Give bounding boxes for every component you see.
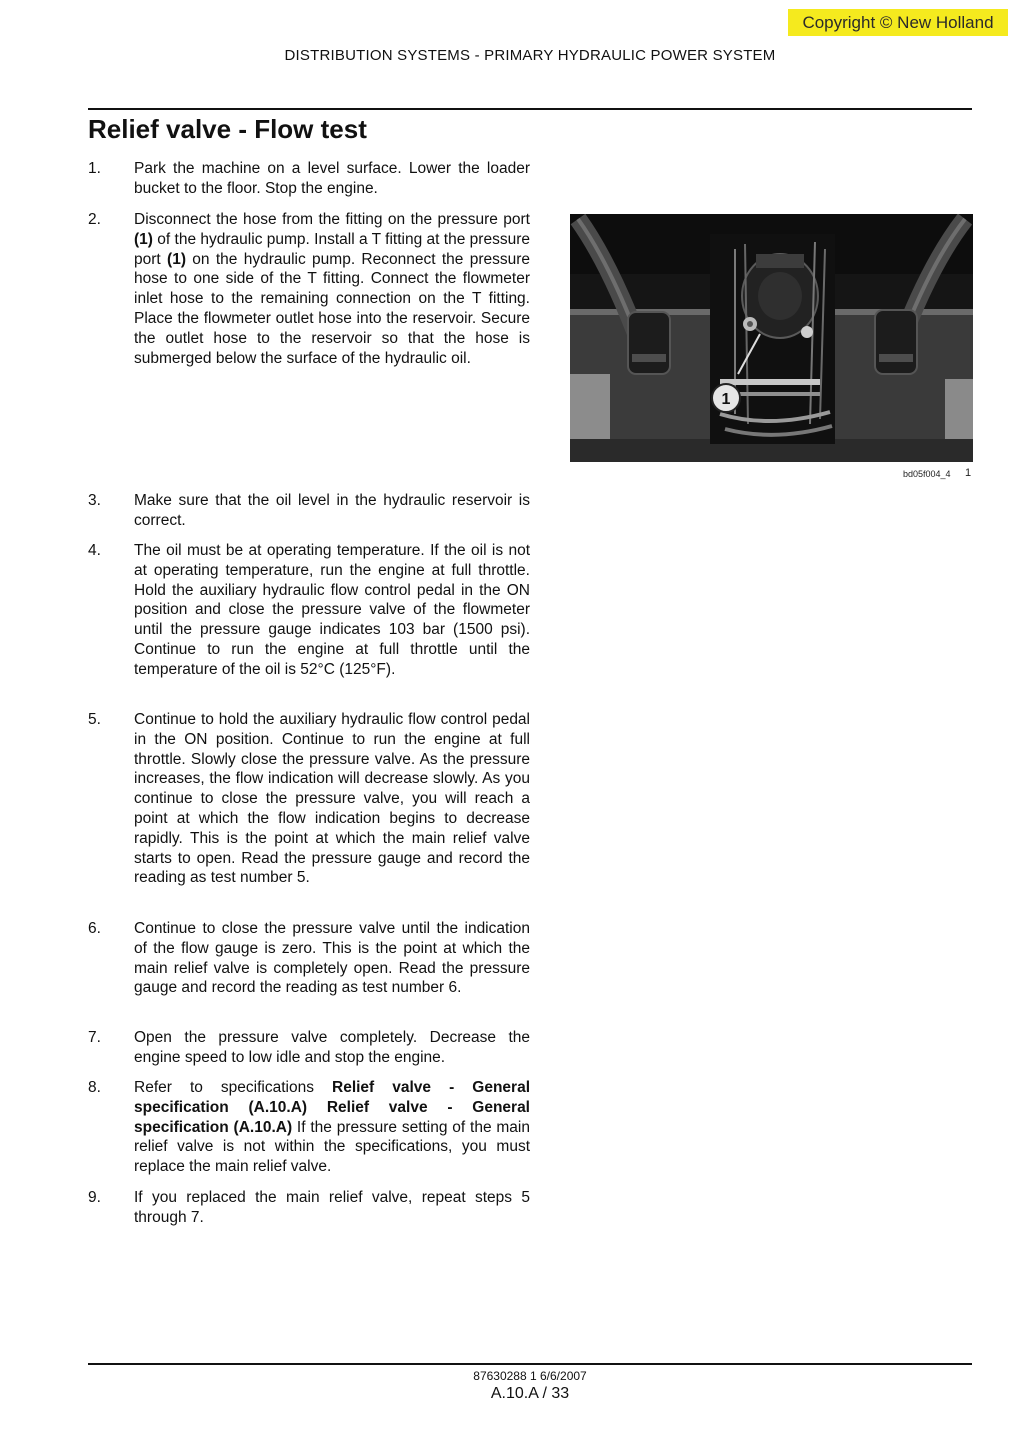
step-text: If you replaced the main relief valve, repeat steps 5 through 7.: [134, 1189, 530, 1226]
spec-reference: Relief valve - General specification (A.10.A) Relief valve - General specification (A.10.A): [134, 1079, 530, 1136]
step-8: [88, 1078, 530, 1177]
callout-number: 1: [721, 391, 731, 408]
step-text: The oil must be at operating temperature. If the oil is not at operating temperature, run the engine at full throttle. Hold the auxiliary hydraulic flow control pedal in the ON position and close the pressure valve of the flowmeter until the pressure gauge indicates 103 bar (1500 psi). Continue to run the engine at full throttle until the temperature of the oil is 52°C (125°F).: [134, 542, 530, 678]
footer-page-number: A.10.A / 33: [490, 1385, 570, 1402]
step-5: [88, 710, 530, 888]
hydraulic-pump-photo: [570, 214, 973, 462]
hydraulic-pump-illustration: [570, 214, 973, 462]
step-number: 2.: [88, 211, 101, 228]
step-6: [88, 919, 530, 998]
callout-ref: (1): [167, 250, 186, 268]
page-title: Relief valve - Flow test: [88, 114, 367, 144]
step-text: Disconnect the hose from the fitting on the pressure port (1) of the hydraulic pump. Install a T fitting at the pressure port (1) on the hydraulic pump. Reconnect the pressure hose to one side of the T fitting. Connect the flowmeter inlet hose to the remaining connection on the T fitting. Place the flowmeter outlet hose into the reservoir. Secure the outlet hose to the reservoir so that the hose is submerged below the surface of the hydraulic oil.: [134, 211, 531, 367]
step-number: 5.: [88, 711, 101, 728]
step-number: 1.: [88, 160, 101, 177]
step-text: Park the machine on a level surface. Lower the loader bucket to the floor. Stop the engine.: [134, 160, 530, 197]
step-4: [88, 541, 530, 680]
step-1: [88, 159, 530, 199]
step-3: [88, 491, 530, 531]
copyright-banner: Copyright © New Holland: [788, 9, 1008, 36]
step-number: 6.: [88, 920, 101, 937]
footer-document-code: 87630288 1 6/6/2007: [473, 1369, 587, 1383]
figure-code: bd05f004_4: [903, 469, 951, 479]
step-number: 9.: [88, 1189, 101, 1206]
step-text: Continue to hold the auxiliary hydraulic flow control pedal in the ON position. Continue to run the engine at full throttle. Slowly close the pressure valve. As the pressure increases, the flow indication will decrease slowly. As you continue to close the pressure valve, you will reach a point at which the flow indication begins to decrease rapidly. This is the point at which the main relief valve starts to open. Read the pressure gauge and record the reading as test number 5.: [134, 711, 530, 887]
step-number: 8.: [88, 1079, 101, 1096]
step-text: Continue to close the pressure valve until the indication of the flow gauge is zero. This is the point at which the main relief valve is completely open. Read the pressure gauge and record the reading as test number 6.: [134, 920, 530, 997]
step-text: Make sure that the oil level in the hydraulic reservoir is correct.: [134, 492, 530, 529]
step-2: [88, 210, 530, 368]
step-number: 7.: [88, 1029, 101, 1046]
step-text: Open the pressure valve completely. Decrease the engine speed to low idle and stop the engine.: [134, 1029, 530, 1066]
step-number: 3.: [88, 492, 101, 509]
step-text: Refer to specifications Relief valve - General specification (A.10.A) Relief valve - General specification (A.10.A) If the pressure setting of the main relief valve is not within the specifications, you must replace the main relief valve.: [134, 1079, 530, 1176]
callout-ref: (1): [134, 230, 153, 248]
header-rule: [88, 108, 972, 110]
figure-number: 1: [965, 467, 972, 479]
step-number: 4.: [88, 542, 101, 559]
step-7: [88, 1028, 530, 1068]
running-head: DISTRIBUTION SYSTEMS - PRIMARY HYDRAULIC POWER SYSTEM: [284, 47, 776, 64]
step-9: [88, 1188, 530, 1228]
footer-rule: [88, 1363, 972, 1365]
